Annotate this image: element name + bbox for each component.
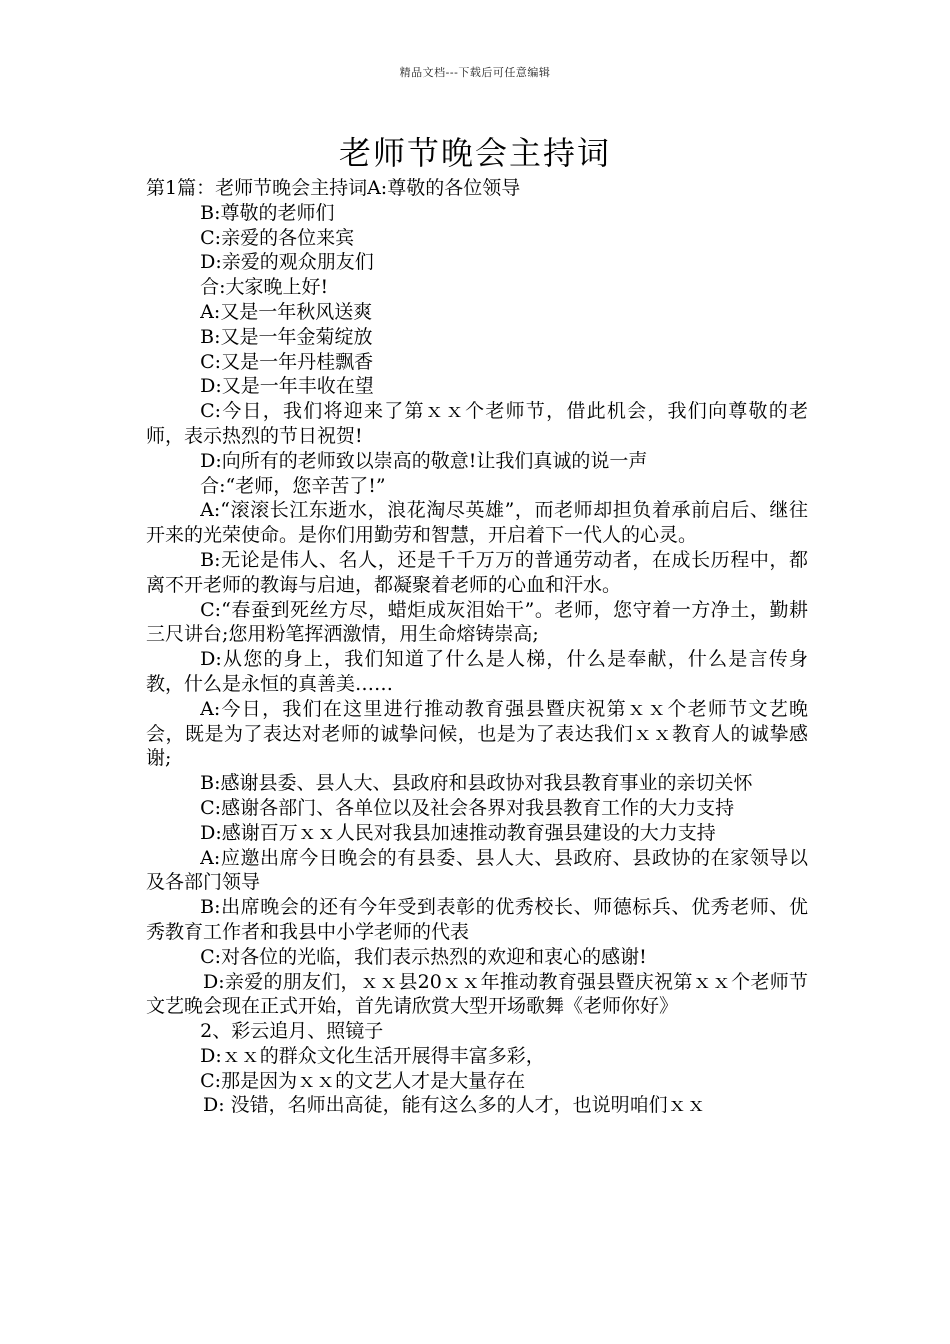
paragraph: 合:“老师，您辛苦了!” [200,474,386,497]
paragraph: D:亲爱的观众朋友们 [200,251,374,274]
paragraph: C:“春蚕到死丝方尽，蜡炬成灰泪始干”。老师，您守着一方净土，勤耕三尺讲台;您用粉笔挥洒激情，用生命熔铸崇高; [146,598,808,646]
paragraph: 合:大家晚上好! [200,276,329,299]
paragraph: C:又是一年丹桂飘香 [200,350,374,373]
paragraph: D: 没错，名师出高徒，能有这么多的人才，也说明咱们ｘｘ [203,1094,706,1117]
document-title: 老师节晚会主持词 [338,134,611,172]
paragraph: A:应邀出席今日晚会的有县委、县人大、县政府、县政协的在家领导以及各部门领导 [146,846,808,894]
paragraph: C:对各位的光临，我们表示热烈的欢迎和衷心的感谢! [200,945,647,968]
header-note: 精品文档---下载后可任意编辑 [399,66,551,79]
paragraph: C:感谢各部门、各单位以及社会各界对我县教育工作的大力支持 [200,796,735,819]
paragraph: D:感谢百万ｘｘ人民对我县加速推动教育强县建设的大力支持 [200,821,716,844]
paragraph: B:尊敬的老师们 [200,201,335,224]
paragraph: B:感谢县委、县人大、县政府和县政协对我县教育事业的亲切关怀 [200,772,753,795]
paragraph: C:那是因为ｘｘ的文艺人才是大量存在 [200,1069,526,1092]
paragraph: D:又是一年丰收在望 [200,375,374,398]
paragraph: C:亲爱的各位来宾 [200,226,355,249]
document-body [146,176,808,1118]
paragraph: B:出席晚会的还有今年受到表彰的优秀校长、师德标兵、优秀老师、优秀教育工作者和我县中小学老师的代表 [146,896,808,943]
paragraph: A:又是一年秋风送爽 [200,300,373,323]
paragraph: B:无论是伟人、名人，还是千千万万的普通劳动者，在成长历程中，都离不开老师的教诲与启迪，都凝聚着老师的心血和汗水。 [146,548,808,596]
paragraph: 第1篇：老师节晚会主持词A:尊敬的各位领导 [146,177,521,199]
paragraph: B:又是一年金菊绽放 [200,325,373,348]
paragraph: A:今日，我们在这里进行推动教育强县暨庆祝第ｘｘ个老师节文艺晚会，既是为了表达对老师的诚挚问候，也是为了表达我们ｘｘ教育人的诚挚感谢; [146,697,808,770]
paragraph: C:今日，我们将迎来了第ｘｘ个老师节，借此机会，我们向尊敬的老师，表示热烈的节日祝贺! [146,400,808,447]
paragraph: D:亲爱的朋友们，ｘｘ县20ｘｘ年推动教育强县暨庆祝第ｘｘ个老师节文艺晚会现在正式开始，首先请欣赏大型开场歌舞《老师你好》 [146,970,808,1018]
paragraph: D:从您的身上，我们知道了什么是人梯，什么是奉献，什么是言传身教，什么是永恒的真善美…… [146,648,808,695]
paragraph: A:“滚滚长江东逝水，浪花淘尽英雄”，而老师却担负着承前启后、继往开来的光荣使命。是你们用勤劳和智慧，开启着下一代人的心灵。 [146,499,808,547]
paragraph: D:ｘｘ的群众文化生活开展得丰富多彩， [200,1044,545,1067]
paragraph: 2、彩云追月、照镜子 [200,1020,384,1043]
paragraph: D:向所有的老师致以崇高的敬意!让我们真诚的说一声 [200,449,648,472]
